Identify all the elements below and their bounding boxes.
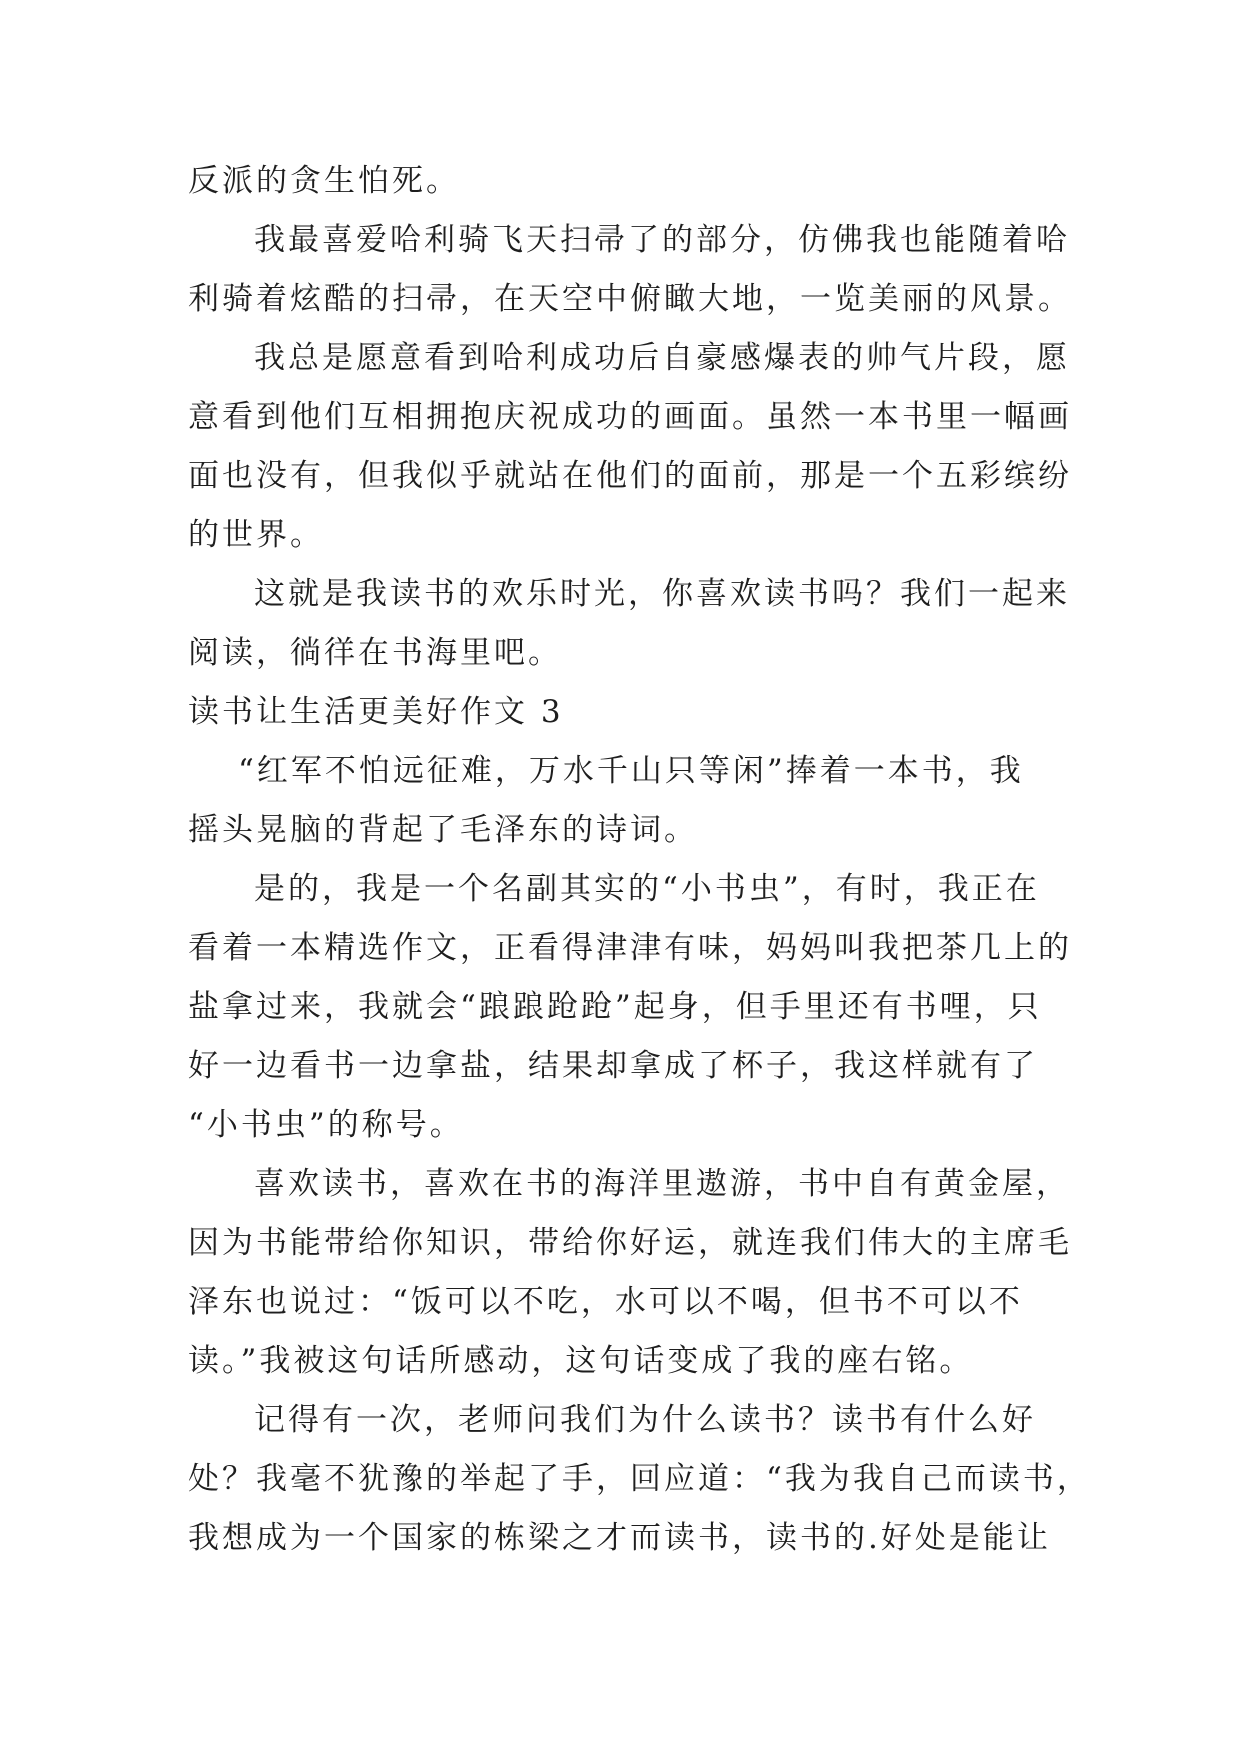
text-line: 我想成为一个国家的栋梁之才而读书，读书的.好处是能让	[188, 1520, 1051, 1556]
text-line: 因为书能带给你知识，带给你好运，就连我们伟大的主席毛	[188, 1225, 1072, 1261]
paragraph-first-line: “红军不怕远征难，万水千山只等闲”捧着一本书，我	[238, 753, 1024, 789]
paragraph-first-line: 我总是愿意看到哈利成功后自豪感爆表的帅气片段，愿	[254, 340, 1070, 376]
paragraph-first-line: 是的，我是一个名副其实的“小书虫”，有时，我正在	[254, 871, 1040, 907]
text-line: 读。”我被这句话所感动，这句话变成了我的座右铭。	[188, 1343, 974, 1379]
paragraph-first-line: 喜欢读书，喜欢在书的海洋里遨游，书中自有黄金屋，	[254, 1166, 1070, 1202]
text-line: 意看到他们互相拥抱庆祝成功的画面。虽然一本书里一幅画	[188, 399, 1072, 435]
text-line: 阅读，徜徉在书海里吧。	[188, 635, 562, 671]
paragraph-first-line: 这就是我读书的欢乐时光，你喜欢读书吗？我们一起来	[254, 576, 1070, 612]
text-line: 好一边看书一边拿盐，结果却拿成了杯子，我这样就有了	[188, 1048, 1038, 1084]
text-line: 反派的贪生怕死。	[188, 163, 460, 199]
text-line: 的世界。	[188, 517, 324, 553]
paragraph-first-line: 记得有一次，老师问我们为什么读书？读书有什么好	[254, 1402, 1036, 1438]
text-line: 看着一本精选作文，正看得津津有味，妈妈叫我把茶几上的	[188, 930, 1072, 966]
text-line: 处？我毫不犹豫的举起了手，回应道：“我为我自己而读书，	[188, 1461, 1091, 1497]
text-line: 盐拿过来，我就会“踉踉跄跄”起身，但手里还有书哩，只	[188, 989, 1042, 1025]
paragraph-first-line: 我最喜爱哈利骑飞天扫帚了的部分，仿佛我也能随着哈	[254, 222, 1070, 258]
section-heading: 读书让生活更美好作文 3	[188, 694, 564, 730]
text-line: 利骑着炫酷的扫帚，在天空中俯瞰大地，一览美丽的风景。	[188, 281, 1072, 317]
text-line: 泽东也说过：“饭可以不吃，水可以不喝，但书不可以不	[188, 1284, 1023, 1320]
text-line: 面也没有，但我似乎就站在他们的面前，那是一个五彩缤纷	[188, 458, 1072, 494]
text-line: 摇头晃脑的背起了毛泽东的诗词。	[188, 812, 698, 848]
essay-text	[188, 152, 1091, 1568]
text-line: “小书虫”的称号。	[188, 1107, 464, 1143]
